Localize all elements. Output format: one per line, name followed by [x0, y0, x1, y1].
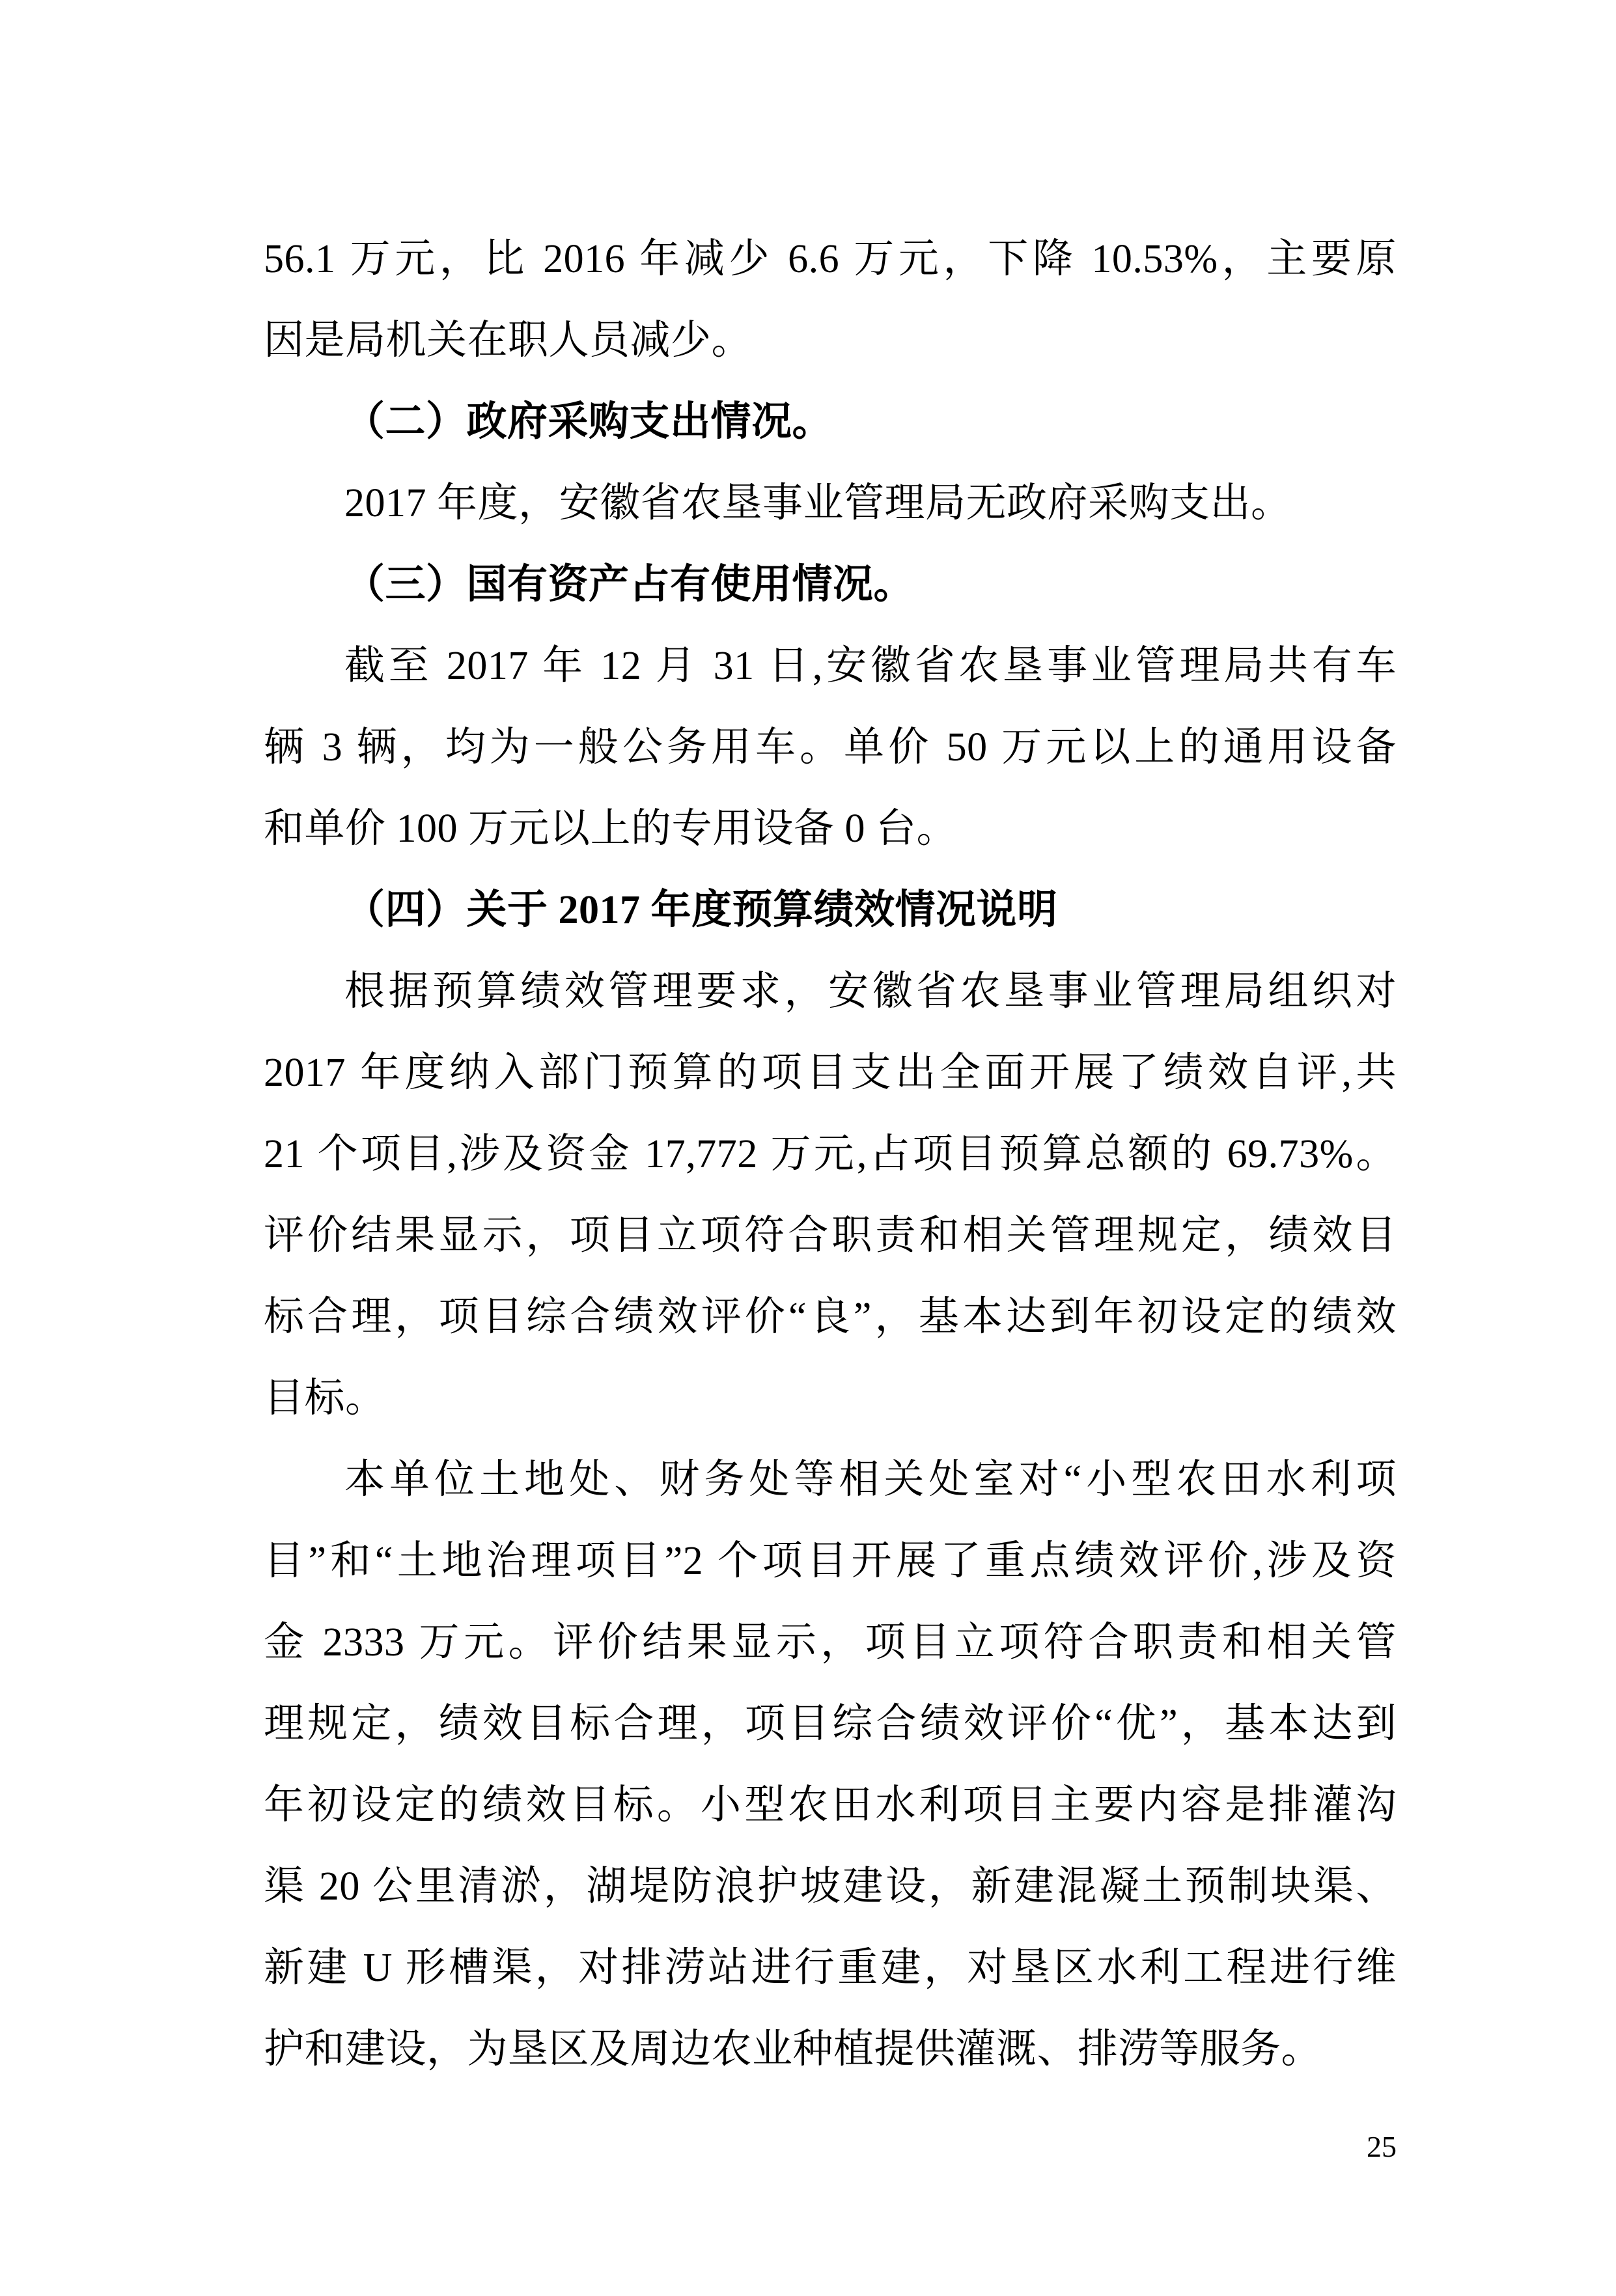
text-line: 理规定，绩效目标合理，项目综合绩效评价“优”，基本达到: [264, 1702, 1397, 1746]
section-heading: （三）国有资产占有使用情况。: [344, 562, 915, 607]
section-heading: （二）政府采购支出情况。: [344, 400, 833, 444]
text-line: 和单价 100 万元以上的专用设备 0 台。: [264, 807, 958, 851]
text-line: 年初设定的绩效目标。小型农田水利项目主要内容是排灌沟: [264, 1783, 1397, 1827]
text-line: 评价结果显示，项目立项符合职责和相关管理规定，绩效目: [264, 1213, 1397, 1258]
text-line: 2017 年度，安徽省农垦事业管理局无政府采购支出。: [344, 481, 1292, 525]
text-line: 截至 2017 年 12 月 31 日,安徽省农垦事业管理局共有车: [344, 644, 1397, 688]
text-line: 标合理，项目综合绩效评价“良”，基本达到年初设定的绩效: [264, 1295, 1397, 1339]
text-line: 21 个项目,涉及资金 17,772 万元,占项目预算总额的 69.73%。: [264, 1132, 1397, 1176]
document-body: [264, 219, 1397, 2090]
text-line: 目”和“土地治理项目”2 个项目开展了重点绩效评价,涉及资: [264, 1539, 1397, 1583]
text-line: 56.1 万元，比 2016 年减少 6.6 万元，下降 10.53%，主要原: [264, 237, 1397, 281]
section-heading: （四）关于 2017 年度预算绩效情况说明: [344, 888, 1058, 932]
text-line: 2017 年度纳入部门预算的项目支出全面开展了绩效自评,共: [264, 1051, 1397, 1095]
text-line: 护和建设，为垦区及周边农业种植提供灌溉、排涝等服务。: [264, 2027, 1322, 2071]
page-number: 25: [1367, 2130, 1397, 2163]
text-line: 新建 U 形槽渠，对排涝站进行重建，对垦区水利工程进行维: [264, 1946, 1397, 1990]
text-line: 金 2333 万元。评价结果显示，项目立项符合职责和相关管: [264, 1620, 1397, 1665]
text-line: 因是局机关在职人员减少。: [264, 318, 753, 363]
text-line: 目标。: [264, 1376, 386, 1420]
text-line: 本单位土地处、财务处等相关处室对“小型农田水利项: [344, 1458, 1397, 1502]
text-line: 渠 20 公里清淤，湖堤防浪护坡建设，新建混凝土预制块渠、: [264, 1864, 1397, 1909]
text-line: 根据预算绩效管理要求，安徽省农垦事业管理局组织对: [344, 969, 1397, 1014]
text-line: 辆 3 辆，均为一般公务用车。单价 50 万元以上的通用设备: [264, 725, 1397, 769]
